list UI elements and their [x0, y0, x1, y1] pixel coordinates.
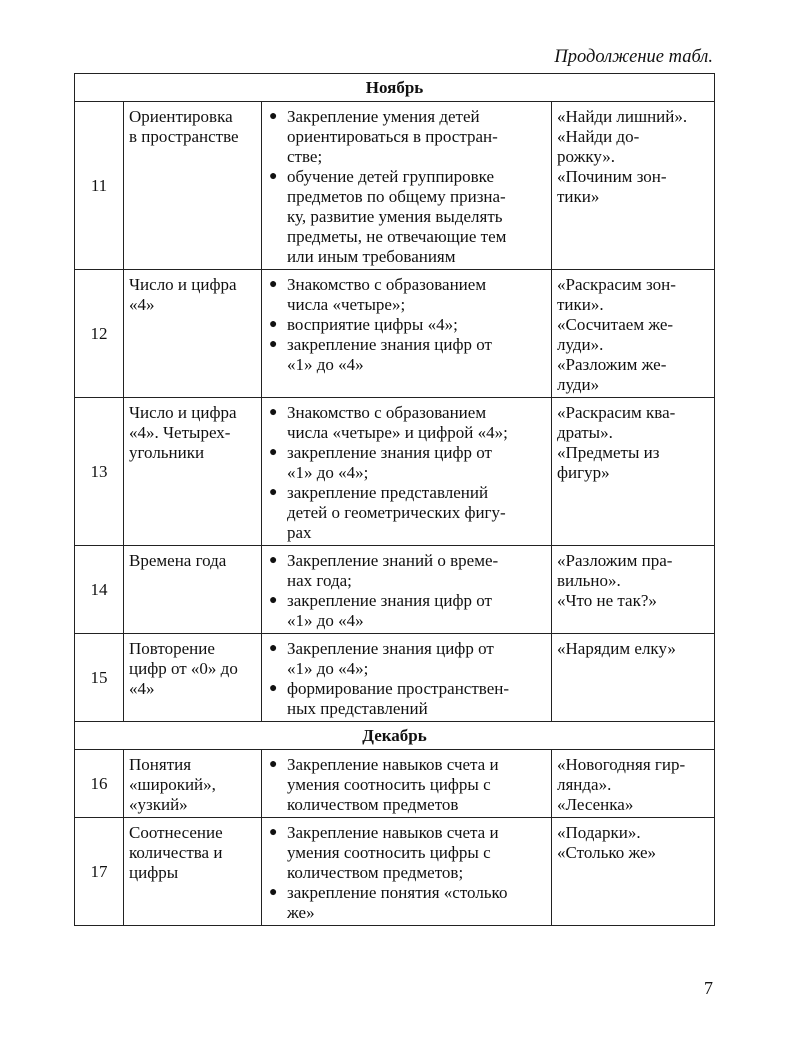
game-line: рожку». — [557, 147, 616, 166]
lesson-topic — [124, 270, 262, 398]
task-line: «1» до «4»; — [287, 463, 369, 482]
bullet-icon: ● — [269, 109, 278, 124]
game-line: драты». — [557, 423, 613, 442]
task-line: предметы, не отвечающие тем — [287, 227, 507, 246]
game-line: «Найди до- — [557, 127, 640, 146]
table-row — [75, 634, 715, 722]
task-item — [267, 107, 547, 167]
bullet-icon: ● — [269, 405, 278, 420]
task-list — [267, 275, 547, 375]
lesson-tasks — [262, 102, 552, 270]
month-header-row — [75, 722, 715, 750]
topic-line: «4» — [129, 295, 155, 314]
bullet-icon: ● — [269, 337, 278, 352]
game-line: луди». — [557, 335, 604, 354]
task-item — [267, 335, 547, 375]
lesson-number: 11 — [75, 102, 124, 270]
task-line: числа «четыре»; — [287, 295, 406, 314]
topic-line: Число и цифра — [129, 403, 237, 422]
lesson-topic — [124, 818, 262, 926]
lesson-number: 14 — [75, 546, 124, 634]
topic-line: цифры — [129, 863, 179, 882]
lesson-games — [552, 546, 715, 634]
topic-line: Повторение — [129, 639, 215, 658]
lesson-games — [552, 102, 715, 270]
lesson-topic — [124, 102, 262, 270]
lesson-number: 17 — [75, 818, 124, 926]
bullet-icon: ● — [269, 485, 278, 500]
lesson-games — [552, 634, 715, 722]
month-header-row — [75, 74, 715, 102]
lesson-plan-table — [74, 73, 715, 926]
lesson-topic — [124, 634, 262, 722]
lesson-tasks — [262, 750, 552, 818]
task-list — [267, 755, 547, 815]
page-number: 7 — [704, 978, 713, 998]
task-line: рах — [287, 523, 312, 542]
game-line: тики» — [557, 187, 600, 206]
bullet-icon: ● — [269, 641, 278, 656]
lesson-number: 13 — [75, 398, 124, 546]
task-line: числа «четыре» и цифрой «4»; — [287, 423, 508, 442]
topic-line: Ориентировка — [129, 107, 233, 126]
game-line: «Раскрасим зон- — [557, 275, 676, 294]
task-line: закрепление знания цифр от — [287, 591, 492, 610]
topic-line: «узкий» — [129, 795, 188, 814]
game-line: «Новогодняя гир- — [557, 755, 686, 774]
bullet-icon: ● — [269, 593, 278, 608]
game-line: фигур» — [557, 463, 610, 482]
bullet-icon: ● — [269, 757, 278, 772]
task-item — [267, 755, 547, 815]
task-line: Закрепление навыков счета и — [287, 823, 499, 842]
table-row — [75, 546, 715, 634]
month-header: Ноябрь — [75, 74, 715, 102]
game-line: луди» — [557, 375, 600, 394]
bullet-icon: ● — [269, 885, 278, 900]
task-line: предметов по общему призна- — [287, 187, 506, 206]
topic-line: «4». Четырех- — [129, 423, 231, 442]
game-line: лянда». — [557, 775, 612, 794]
bullet-icon: ● — [269, 317, 278, 332]
task-list — [267, 107, 547, 267]
game-line: вильно». — [557, 571, 621, 590]
bullet-icon: ● — [269, 681, 278, 696]
task-line: детей о геометрических фигу- — [287, 503, 506, 522]
table-row — [75, 818, 715, 926]
task-line: ку, развитие умения выделять — [287, 207, 503, 226]
task-item — [267, 167, 547, 267]
lesson-games — [552, 270, 715, 398]
bullet-icon: ● — [269, 445, 278, 460]
bullet-icon: ● — [269, 825, 278, 840]
task-list — [267, 823, 547, 923]
task-line: «1» до «4» — [287, 355, 364, 374]
table-row — [75, 750, 715, 818]
topic-line: Понятия — [129, 755, 192, 774]
lesson-tasks — [262, 634, 552, 722]
topic-line: в пространстве — [129, 127, 239, 146]
lesson-tasks — [262, 398, 552, 546]
table-row — [75, 270, 715, 398]
lesson-topic — [124, 546, 262, 634]
task-item — [267, 591, 547, 631]
game-line: «Что не так?» — [557, 591, 657, 610]
task-item — [267, 403, 547, 443]
task-line: ориентироваться в простран- — [287, 127, 498, 146]
task-line: закрепление представлений — [287, 483, 489, 502]
task-line: стве; — [287, 147, 323, 166]
task-line: обучение детей группировке — [287, 167, 495, 186]
lesson-tasks — [262, 818, 552, 926]
lesson-topic — [124, 398, 262, 546]
task-line: Закрепление умения детей — [287, 107, 480, 126]
task-item — [267, 483, 547, 543]
task-line: или иным требованиям — [287, 247, 456, 266]
topic-line: угольники — [129, 443, 205, 462]
task-line: количеством предметов — [287, 795, 459, 814]
task-list — [267, 403, 547, 543]
game-line: «Лесенка» — [557, 795, 634, 814]
task-line: Закрепление знания цифр от — [287, 639, 494, 658]
task-item — [267, 443, 547, 483]
task-line: Закрепление знаний о време- — [287, 551, 499, 570]
game-line: «Найди лишний». — [557, 107, 688, 126]
bullet-icon: ● — [269, 277, 278, 292]
game-line: «Нарядим елку» — [557, 639, 676, 658]
bullet-icon: ● — [269, 169, 278, 184]
lesson-number: 12 — [75, 270, 124, 398]
task-item — [267, 315, 547, 335]
table-row — [75, 102, 715, 270]
task-item — [267, 823, 547, 883]
task-line: закрепление понятия «столько — [287, 883, 508, 902]
task-line: умения соотносить цифры с — [287, 775, 491, 794]
game-line: «Сосчитаем же- — [557, 315, 674, 334]
lesson-tasks — [262, 546, 552, 634]
task-item — [267, 275, 547, 315]
task-line: восприятие цифры «4»; — [287, 315, 458, 334]
bullet-icon: ● — [269, 553, 278, 568]
task-line: закрепление знания цифр от — [287, 335, 492, 354]
topic-line: «4» — [129, 679, 155, 698]
task-item — [267, 883, 547, 923]
topic-line: «широкий», — [129, 775, 216, 794]
task-item — [267, 679, 547, 719]
topic-line: цифр от «0» до — [129, 659, 238, 678]
game-line: «Предметы из — [557, 443, 660, 462]
task-line: нах года; — [287, 571, 352, 590]
lesson-games — [552, 750, 715, 818]
lesson-number: 16 — [75, 750, 124, 818]
game-line: «Разложим же- — [557, 355, 667, 374]
task-line: «1» до «4» — [287, 611, 364, 630]
lesson-number: 15 — [75, 634, 124, 722]
game-line: «Подарки». — [557, 823, 641, 842]
task-list — [267, 551, 547, 631]
topic-line: количества и — [129, 843, 223, 862]
task-item — [267, 551, 547, 591]
task-line: закрепление знания цифр от — [287, 443, 492, 462]
task-line: Знакомство с образованием — [287, 275, 487, 294]
topic-line: Число и цифра — [129, 275, 237, 294]
topic-line: Соотнесение — [129, 823, 223, 842]
task-item — [267, 639, 547, 679]
lesson-topic — [124, 750, 262, 818]
game-line: тики». — [557, 295, 604, 314]
task-line: Закрепление навыков счета и — [287, 755, 499, 774]
task-line: умения соотносить цифры с — [287, 843, 491, 862]
game-line: «Столько же» — [557, 843, 657, 862]
task-line: количеством предметов; — [287, 863, 464, 882]
task-line: «1» до «4»; — [287, 659, 369, 678]
month-header: Декабрь — [75, 722, 715, 750]
task-line: ных представлений — [287, 699, 428, 718]
lesson-tasks — [262, 270, 552, 398]
lesson-games — [552, 818, 715, 926]
game-line: «Починим зон- — [557, 167, 667, 186]
game-line: «Разложим пра- — [557, 551, 673, 570]
table-row — [75, 398, 715, 546]
task-line: же» — [287, 903, 315, 922]
task-line: Знакомство с образованием — [287, 403, 487, 422]
table-continuation-label: Продолжение табл. — [554, 47, 713, 67]
task-list — [267, 639, 547, 719]
lesson-games — [552, 398, 715, 546]
game-line: «Раскрасим ква- — [557, 403, 676, 422]
task-line: формирование пространствен- — [287, 679, 510, 698]
topic-line: Времена года — [129, 551, 227, 570]
